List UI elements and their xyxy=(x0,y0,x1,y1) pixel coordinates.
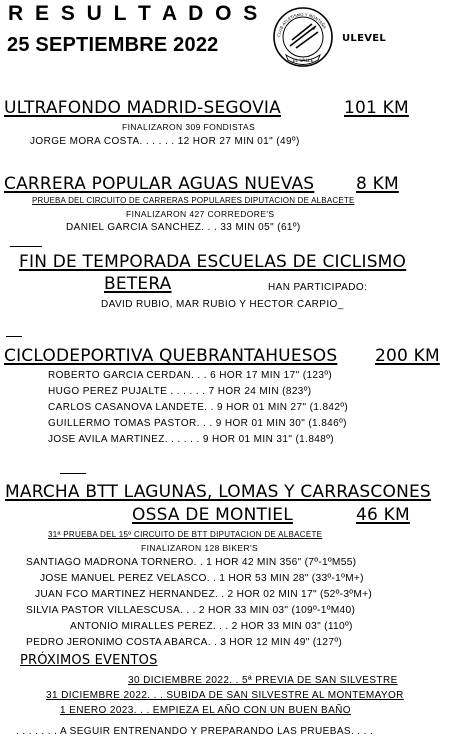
result-row: GUILLERMO TOMAS PASTOR. . . 9 HOR 01 MIN 30" (1.846º) xyxy=(48,418,347,429)
section-title-btt-line2: OSSA DE MONTIEL xyxy=(132,505,293,525)
page-title-line2: 25 SEPTIEMBRE 2022 xyxy=(7,34,219,56)
brand-logo: ULEVEL xyxy=(342,33,387,44)
result-row: ANTONIO MIRALLES PEREZ. . . 2 HOR 33 MIN 03" (110º) xyxy=(70,621,353,632)
section-title-ultrafondo: ULTRAFONDO MADRID-SEGOVIA xyxy=(4,98,281,118)
section-title-betera-line1: FIN DE TEMPORADA ESCUELAS DE CICLISMO xyxy=(19,252,407,272)
section-distance-ultrafondo: 101 KM xyxy=(344,98,409,118)
divider xyxy=(60,473,86,474)
result-row: JUAN FCO MARTINEZ HERNANDEZ. . 2 HOR 02 MIN 17" (52º-3ºM+) xyxy=(35,589,373,600)
result-row: SANTIAGO MADRONA TORNERO. . 1 HOR 42 MIN 356" (7º-1ºM55) xyxy=(26,557,357,568)
result-row: CARLOS CASANOVA LANDETE. . 9 HOR 01 MIN 27" (1.842º) xyxy=(48,402,349,413)
club-logo xyxy=(272,6,334,68)
section-title-quebrantahuesos: CICLODEPORTIVA QUEBRANTAHUESOS xyxy=(4,346,338,366)
section-distance-quebrantahuesos: 200 KM xyxy=(375,346,440,366)
betera-participated-label: HAN PARTICIPADO: xyxy=(268,282,368,293)
closing-text: . . . . . . . A SEGUIR ENTRENANDO Y PREPARANDO LAS PRUEBAS. . . . xyxy=(16,726,374,737)
divider xyxy=(6,336,22,337)
svg-text:EL VALLE: EL VALLE xyxy=(292,59,314,64)
btt-finished: FINALIZARON 128 BIKER'S xyxy=(141,543,259,553)
btt-subtitle: 31ª PRUEBA DEL 15º CIRCUITO DE BTT DIPUTACION DE ALBACETE xyxy=(48,530,323,539)
section-distance-btt: 46 KM xyxy=(356,505,410,525)
section-title-aguas: CARRERA POPULAR AGUAS NUEVAS xyxy=(4,174,315,194)
event-item: 1 ENERO 2023. . . EMPIEZA EL AÑO CON UN BUEN BAÑO xyxy=(60,705,351,716)
result-row: JOSE AVILA MARTINEZ. . . . . . 9 HOR 01 MIN 31" (1.848º) xyxy=(48,434,334,445)
result-row: SILVIA PASTOR VILLAESCUSA. . . 2 HOR 33 MIN 03" (109º-1ºM40) xyxy=(26,605,356,616)
ultrafondo-result: JORGE MORA COSTA. . . . . . 12 HOR 27 MIN 01" (49º) xyxy=(30,136,300,147)
ultrafondo-finished: FINALIZARON 309 FONDISTAS xyxy=(122,122,256,132)
section-distance-aguas: 8 KM xyxy=(356,174,399,194)
svg-text:CLUB ATLETISMO Y MONTAÑA: CLUB ATLETISMO Y MONTAÑA xyxy=(276,11,328,38)
section-title-btt-line1: MARCHA BTT LAGUNAS, LOMAS Y CARRASCONES xyxy=(5,482,431,502)
page-title-line1: R E S U L T A D O S xyxy=(8,2,261,25)
section-title-proximos: PRÓXIMOS EVENTOS xyxy=(20,653,158,668)
event-item: 31 DICIEMBRE 2022. . . SUBIDA DE SAN SILVESTRE AL MONTEMAYOR xyxy=(46,690,404,701)
betera-participants: DAVID RUBIO, MAR RUBIO Y HECTOR CARPIO_ xyxy=(101,299,344,310)
aguas-result: DANIEL GARCIA SANCHEZ. . . 33 MIN 05" (61º) xyxy=(66,222,301,233)
result-row: HUGO PEREZ PUJALTE . . . . . . 7 HOR 24 MIN (823º) xyxy=(48,386,312,397)
result-row: ROBERTO GARCIA CERDAN. . . 6 HOR 17 MIN 17" (123º) xyxy=(48,370,333,381)
divider xyxy=(10,246,42,247)
result-row: JOSE MANUEL PEREZ VELASCO. . 1 HOR 53 MIN 28" (33º-1ºM+) xyxy=(40,573,364,584)
event-item: 30 DICIEMBRE 2022. . 5ª PREVIA DE SAN SILVESTRE xyxy=(128,675,398,686)
section-title-betera-line2: BETERA xyxy=(104,274,172,294)
result-row: PEDRO JERONIMO COSTA ABARCA. . 3 HOR 12 MIN 49" (127º) xyxy=(26,637,343,648)
aguas-finished: FINALIZARON 427 CORREDORE'S xyxy=(126,209,275,219)
aguas-subtitle: PRUEBA DEL CIRCUITO DE CARRERAS POPULARES DIPUTACION DE ALBACETE xyxy=(32,196,355,205)
